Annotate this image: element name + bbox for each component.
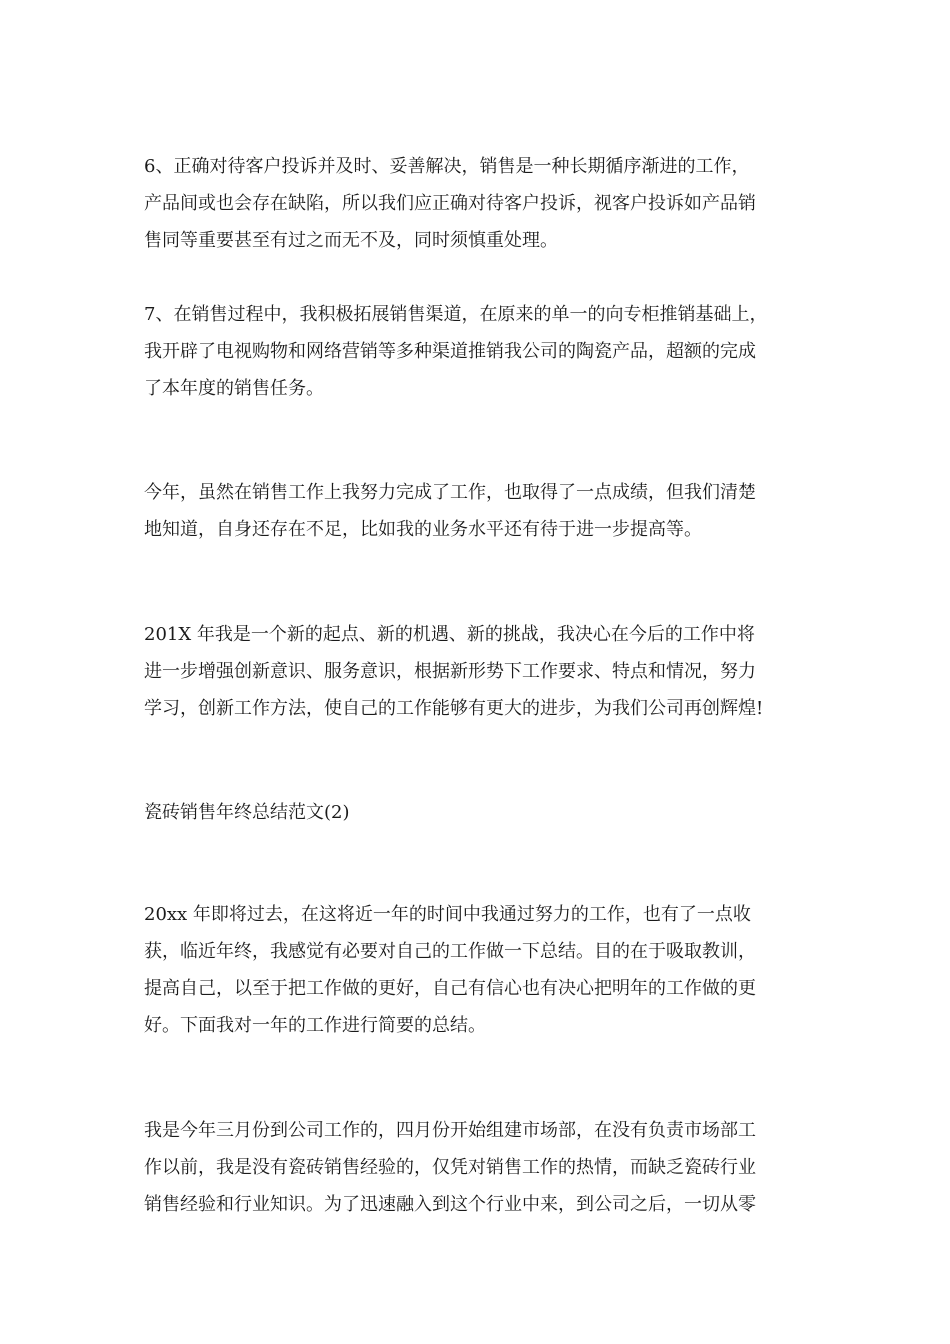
text-line: 20xx 年即将过去，在这将近一年的时间中我通过努力的工作，也有了一点收 [144,904,751,925]
paragraph-201x [144,616,808,727]
text-line: 提高自己，以至于把工作做的更好，自己有信心也有决心把明年的工作做的更 [144,978,756,999]
text-line: 获，临近年终，我感觉有必要对自己的工作做一下总结。目的在于吸取教训， [144,941,756,962]
text-line: 作以前，我是没有瓷砖销售经验的，仅凭对销售工作的热情，而缺乏瓷砖行业 [144,1157,756,1178]
text-line: 今年，虽然在销售工作上我努力完成了工作，也取得了一点成绩，但我们清楚 [144,482,756,503]
paragraph-this-year [144,474,808,548]
text-line: 地知道，自身还存在不足，比如我的业务水平还有待于进一步提高等。 [144,519,702,540]
text-line: 201X 年我是一个新的起点、新的机遇、新的挑战，我决心在今后的工作中将 [144,624,755,645]
text-line: 6、正确对待客户投诉并及时、妥善解决，销售是一种长期循序渐进的工作， [144,156,750,177]
text-line: 我是今年三月份到公司工作的，四月份开始组建市场部，在没有负责市场部工 [144,1120,756,1141]
text-line: 学习，创新工作方法，使自己的工作能够有更大的进步，为我们公司再创辉煌! [144,698,764,719]
paragraph-item-7 [144,296,808,407]
text-line: 产品间或也会存在缺陷，所以我们应正确对待客户投诉，视客户投诉如产品销 [144,193,756,214]
text-line: 进一步增强创新意识、服务意识，根据新形势下工作要求、特点和情况，努力 [144,661,756,682]
paragraph-20xx [144,896,808,1044]
text-line: 7、在销售过程中，我积极拓展销售渠道，在原来的单一的向专柜推销基础上， [144,304,768,325]
paragraph-item-6 [144,148,808,259]
text-line: 好。下面我对一年的工作进行简要的总结。 [144,1015,486,1036]
paragraph-march [144,1112,808,1223]
text-line: 了本年度的销售任务。 [144,378,324,399]
text-line: 我开辟了电视购物和网络营销等多种渠道推销我公司的陶瓷产品，超额的完成 [144,341,756,362]
text-line: 销售经验和行业知识。为了迅速融入到这个行业中来，到公司之后，一切从零 [144,1194,756,1215]
text-line: 售同等重要甚至有过之而无不及，同时须慎重处理。 [144,230,558,251]
section-heading: 瓷砖销售年终总结范文(2) [144,802,350,823]
